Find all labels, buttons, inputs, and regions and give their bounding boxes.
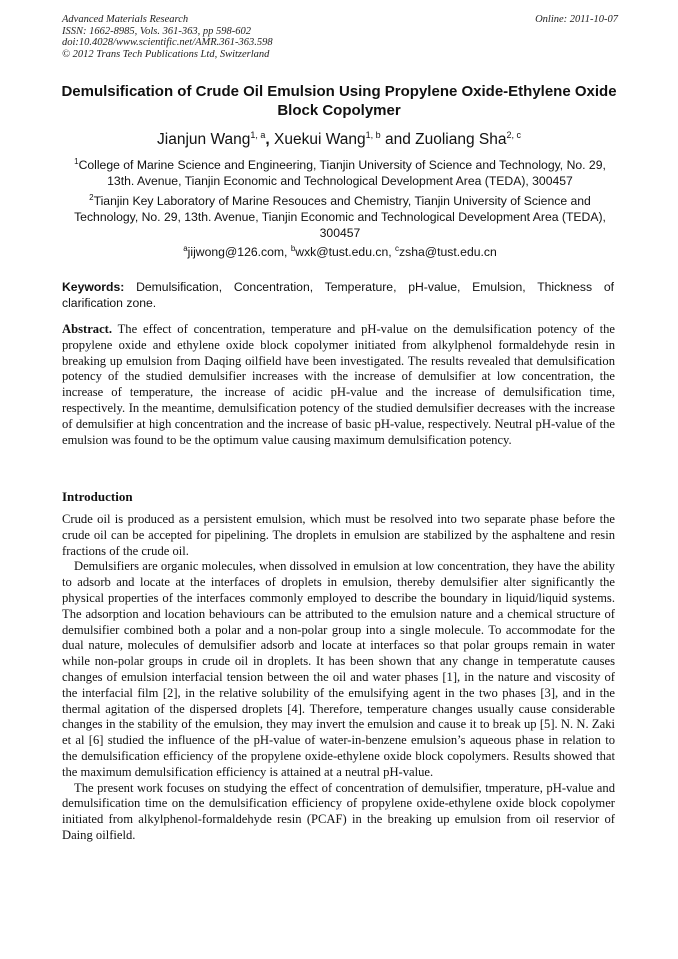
email-address: jijwong@126.com, xyxy=(187,245,291,259)
email-mark: b xyxy=(290,244,296,253)
paper-title: Demulsification of Crude Oil Emulsion Using Propylene Oxide-Ethylene Oxide Block Copolymer xyxy=(61,83,617,119)
author-emails xyxy=(62,244,618,260)
abstract xyxy=(62,322,615,448)
affiliation-number: 2 xyxy=(89,193,94,202)
introduction-body xyxy=(62,512,615,844)
journal-name: Advanced Materials Research xyxy=(62,14,189,25)
affiliation-text: College of Marine Science and Engineering, Tianjin University of Science and Technology, No. 29, 13th. Avenue, Tianjin Economic and Technological Development Area (TEDA), 300457 xyxy=(78,158,606,188)
author-affiliation-mark: 1, a xyxy=(250,130,266,140)
email-address: wxk@tust.edu.cn, xyxy=(295,245,396,259)
abstract-label: Abstract. xyxy=(62,322,113,336)
journal-issn: ISSN: 1662-8985, Vols. 361-363, pp 598-602 xyxy=(62,25,251,37)
author-affiliation-mark: 1, b xyxy=(365,130,381,140)
author-name: Zuoliang Sha xyxy=(415,131,507,148)
email-mark: c xyxy=(395,244,400,253)
section-heading-introduction: Introduction xyxy=(62,489,133,504)
paragraph: Crude oil is produced as a persistent emulsion, which must be resolved into two separate phase before the crude oil can be accepted for pipelining. The droplets in emulsion are stabilized by the asphaltene and resin fractions of the crude oil. xyxy=(62,512,615,558)
email-mark: a xyxy=(183,244,188,253)
journal-doi: doi:10.4028/www.scientific.net/AMR.361-363.598 xyxy=(62,37,273,48)
online-date: Online: 2011-10-07 xyxy=(535,14,618,25)
author-name: Xuekui Wang xyxy=(274,131,366,148)
author-separator: and xyxy=(380,131,416,148)
author-separator: , xyxy=(265,131,274,148)
author-affiliation-mark: 2, c xyxy=(506,130,521,140)
keywords-text: Demulsification, Concentration, Temperature, pH-value, Emulsion, Thickness of clarification zone. xyxy=(62,280,614,310)
paragraph: The present work focuses on studying the effect of concentration of demulsifier, tmperature, pH-value and demulsification time on the demulsification efficiency of propylene oxide-ethylene oxide block copolymer initiated from alkylphenol-formaldehyde resin (PCAF) in the breaking up emulsion from oil reservior of Daing oilfield. xyxy=(62,780,615,842)
journal-header xyxy=(62,14,618,60)
affiliation-text: Tianjin Key Laboratory of Marine Resouces and Chemistry, Tianjin University of Science and Technology, No. 29, 13th. Avenue, Tianjin Economic and Technological Development Area (TEDA), 300457 xyxy=(74,194,606,240)
abstract-text: The effect of concentration, temperature and pH-value on the demulsification potency of the propylene oxide and ethylene oxide block copolymer initiated from alkylphenol formaldehyde resin in breaking up emulsion from Daqing oilfield have been investigated. The results revealed that demulsification potency of the studied demulsifier increases with the increase of demulsifier at low concentration, the increase of temperature, the increase of acidic pH-value and the increase of demulsification time, respectively. In the meantime, demulsification potency of the studied demulsifier decreases with the increase of demulsifier at high concentration and the increase of basic pH-value, respectively. Neutral pH-value of the emulsion was found to be the optimum value causing maximum demulsification potency. xyxy=(62,322,615,447)
email-address: zsha@tust.edu.cn xyxy=(399,245,497,259)
journal-copyright: © 2012 Trans Tech Publications Ltd, Switzerland xyxy=(62,48,270,60)
affiliation-number: 1 xyxy=(74,157,79,166)
keywords xyxy=(62,279,614,311)
author-list xyxy=(40,130,638,150)
author-name: Jianjun Wang xyxy=(157,131,251,148)
affiliation xyxy=(62,193,618,241)
affiliation xyxy=(62,157,618,189)
keywords-label: Keywords: xyxy=(62,280,125,294)
paragraph: Demulsifiers are organic molecules, when dissolved in emulsion at low concentration, they have the ability to adsorb and locate at the interfaces of droplets in emulsion, thereby demulsifier alter significantly the physical properties of the interfaces commonly employed to describe the boundary in liquid/liquid systems. The adsorption and location behaviours can be attributed to the emulsion nature and a chemical structure of demulsifier combined both a polar and a non-polar group into a single molecule. To accommodate for the dual nature, molecules of demulsifier adsorb and locate at interfaces so that polar groups remain in water while non-polar groups in crude oil in droplets. It has been shown that any change in temperatute causes changes of emulsion interfacial tension between the oil and water phases [1], in the nature and viscosity of the interfacial film [2], in the relative solubility of the emulsifying agent in the two phases [3], and in the thermal agitation of the dispersed droplets [4]. Therefore, temperature changes usually cause considerable changes in the stability of the emulsion, they may invert the emulsion and cause it to break up [5]. N. N. Zaki et al [6] studied the influence of the pH-value of water-in-benzene emulsion’s aqueous phase in relation to the demulsification efficiency of the propylene oxide-ethylene oxide block copolymers. Results showed that the maximum demulsification efficiency is attained at a neutral pH-value. xyxy=(62,559,615,779)
